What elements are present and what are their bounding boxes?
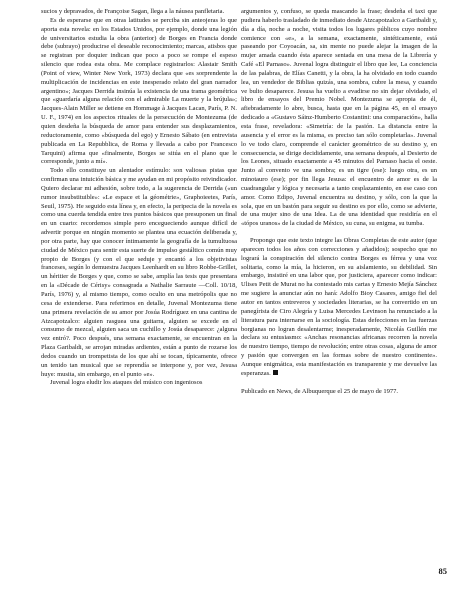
left-column xyxy=(41,8,237,388)
paragraph: Es de esperarse que en otras latitudes se perciba sin anteojeras lo que aporta esta novela: en los Estados Unidos, por ejemplo, donde una legión de universitarios estudia la obra (anterior) de Borges en Francia donde debe (subrayo) producirse el deseable reconocimiento; marcas, atisbos que se registran por doquier indican que poco a poco se rompe el espeso silencio que rodea esta obra. Me complace registrarlos: Alastair Smith (Point of view, Winter New York, 1973) declara que «es sorprendente la multiplicación de incidencias en este inesperado relato del gran narrador argentino»; Jacques Derrida insinúa la existencia de una trama geométrica que «guardaría alguna relación con el admirable La muerte y la brújula»; Jacques-Alain Miller se detiene en Hommage à Jacques Lacan, París, P. N. U. F., 1974) en los aspectos rituales de la persecución de Montezuma (de quien desdeña la búsqueda de amor para entender sus desplazamientos, reductoramente, como «búsqueda del ego) y Ernesto Sábato (en entrevista publicada en La Repubblica, de Roma y llevada a cabo por Francesco Tarquini) afirma que «finalmente, Borges se sitúa en el plano que le corresponde, junto a mí». xyxy=(41,16,237,166)
right-column xyxy=(241,8,437,396)
paragraph-text: Propongo que este texto integre las Obras Completas de este autor (que aparecen todos los años con correcciones y añadidos); sospecho que no logrará la conspiración del silencio contra Borges es férrea y una voz solitaria, como la mía, la hicieron, en su aislamiento, su debilidad. Sin embargo, insistiré en una labor que, por justiciera, aparecer como indicar: Ulises Petit de Murat no ha contestado mis cartas y Ernesto Mejía Sánchez me sugiere la anunciar aún no hará: Adolfo Bioy Casares, amigo fiel del autor en tantos entreveros y sociedades literarias, se ha convertido en un panegírista de Ciro Alegría y Luisa Mercedes Levinson ha renunciado a la literatura para internarse en la sociología. Estas defecciones en las fuerzas borgianas no logran desalentarme; inesperadamente, Nicolás Guillén me declara su entusiasmo: «Anchas resonancias africanas recorren la novela de nuestro tiempo, tiempo de revolución; entre otras cosas, alguna de amor y pasión que convergen en las formas sobre de nuestro continente». Aunque enigmática, esta manifestación es transparente y me devuelve las esperanzas. xyxy=(241,237,437,377)
paragraph: argumentos y, confuso, se queda mascando la frase; desdeña el taxi que pudiera haberlo trasladado de inmediato desde Atzcapotzalco a Garibaldi y, día a día, noche a noche, visita todos los lugares públicos cuyo nombre comience con «e», a la semana, exactamente, sintéticamente, está paseando por Coyoacán, sa, sin mente no puede alejar la imagen de la mujer amada cuando ésta aparece sentada en una mesa de la Librería y Café «El Parnaso». Juvenal logra distinguir el libro que lee, La conciencia de las palabras, de Elías Canetti, y la obra, la ha olvidado en todo cuando lea, un vendedor de Biblias quizás, una sombra, cubre la mesa, y cuando ve bulto desaparece. Jesusa ha vuelto a evadirse no sin dejar olvidado, el libro de ensayos del Premio Nobel. Montezuma se apropia de él, afiebradamente lo abre, busca, hasta que en la página 45, en el ensayo dedicado a «Gustavo Sáinz-Humberto Costantini: una comparación», halla esta frase, reveladora: «Simetría: de la pasión. La distancia entre la ausencia y el error es la misma, es preciso tan sólo completarla». Juvenal lo ve todo claro, comprende el carácter geométrico de su destino y, en consecuencia, se dirige decididamente, una semana después, al Desierto de los Leones, situado exactamente a 45 minutos del Parnaso hacia el oeste. Junto al convento ve una sombra; es un tigre (ese): luego otra, es un minotauro (ese); por fin llega Jesusa: el encuentro de amor es de la cuadrangular y lógica y necesaria a tanto cesplazamiento, en ese caso con amor. Como Edipo, Juvenal encuentra su destino, y sólo, con la que la sola, que en un bastón para seguir su destino es por ello, como se advierte, de una mujer sino de una Idea. La de una identidad que residiría en el «tópos uranos» de la ciudad de México, su cuna, su enigma, su tumba. xyxy=(241,8,437,228)
paragraph: sucios y depravados, de Françoise Sagan, llega a la náusea panfletaria. xyxy=(41,8,225,15)
paragraph xyxy=(241,237,437,379)
publication-note: Publicado en News, de Albuquerque el 25 de mayo de 1977. xyxy=(241,387,399,395)
paragraph: Juvenal logra eludir los ataques del músico con ingeniosos xyxy=(50,379,203,387)
end-of-article-mark xyxy=(273,370,278,375)
paragraph: Todo ello constituye un alentador estímulo: son valiosas pistas que confirman una intuición básica y me ayudan en mi propósito reivindicador. Quiero declarar mi adhesión, sobre todo, a la sugerencia de Derrida («un rumor insubstituible»: «Le espace et la géométrie», Graphoieetes, París, Seuil, 1975). He seguido esta línea y, en efecto, la peripecia de la novela es como una cuerda tendida entre tres puntos básicos que presuponen un final en un cuarto: recordemos simple pero encegueciendo aunque difícil de advertir porque en ningún momento se plantea una ecuación deliberada y, por otra parte, hay que conocer íntimamente la geografía de la tumultuosa ciudad de México para sentir esta suerte de impulso gestáltico común muy propio de Borges (y con el que seduje y encantó a los objetivistas franceses, según lo demuestra Jacques Leenhardt en su libro Robbe-Grillet, un héritier de Borges y que, como se sabe, amplía las tesis que presentara en la «Décade de Cérisy» consagrada a Nathalie Sarraute —Coll. 10/18, París, 1976) y, al mismo tiempo, como oculto en una metrópolis que no cesa de extenderse. Para referirnos en detalle, Juvenal Montezuma tiene una primera revelación de su amor por Josúa Rodríguez en una cantina de Atzcapotzalco: alguien rasguea una guitarra, alguien se excede en el consumo de mezcal, alguien saca un cuchillo y Josúa desaparece: ¿alguna vez entró?. Poco después, una semana exactamente, se encuentran en la Plaza Garibaldi, se arrojan miradas ardientes, están a punto de rozarse los dedos cuando un trompetista de los que ahí se tocan, típicamente, ofrece un tenido tan musical que se reprendía se interpone y, por vez, Jesusa huye: musita, sin embargo, en el punto «e». xyxy=(41,167,237,378)
page-number: 85 xyxy=(438,566,447,576)
